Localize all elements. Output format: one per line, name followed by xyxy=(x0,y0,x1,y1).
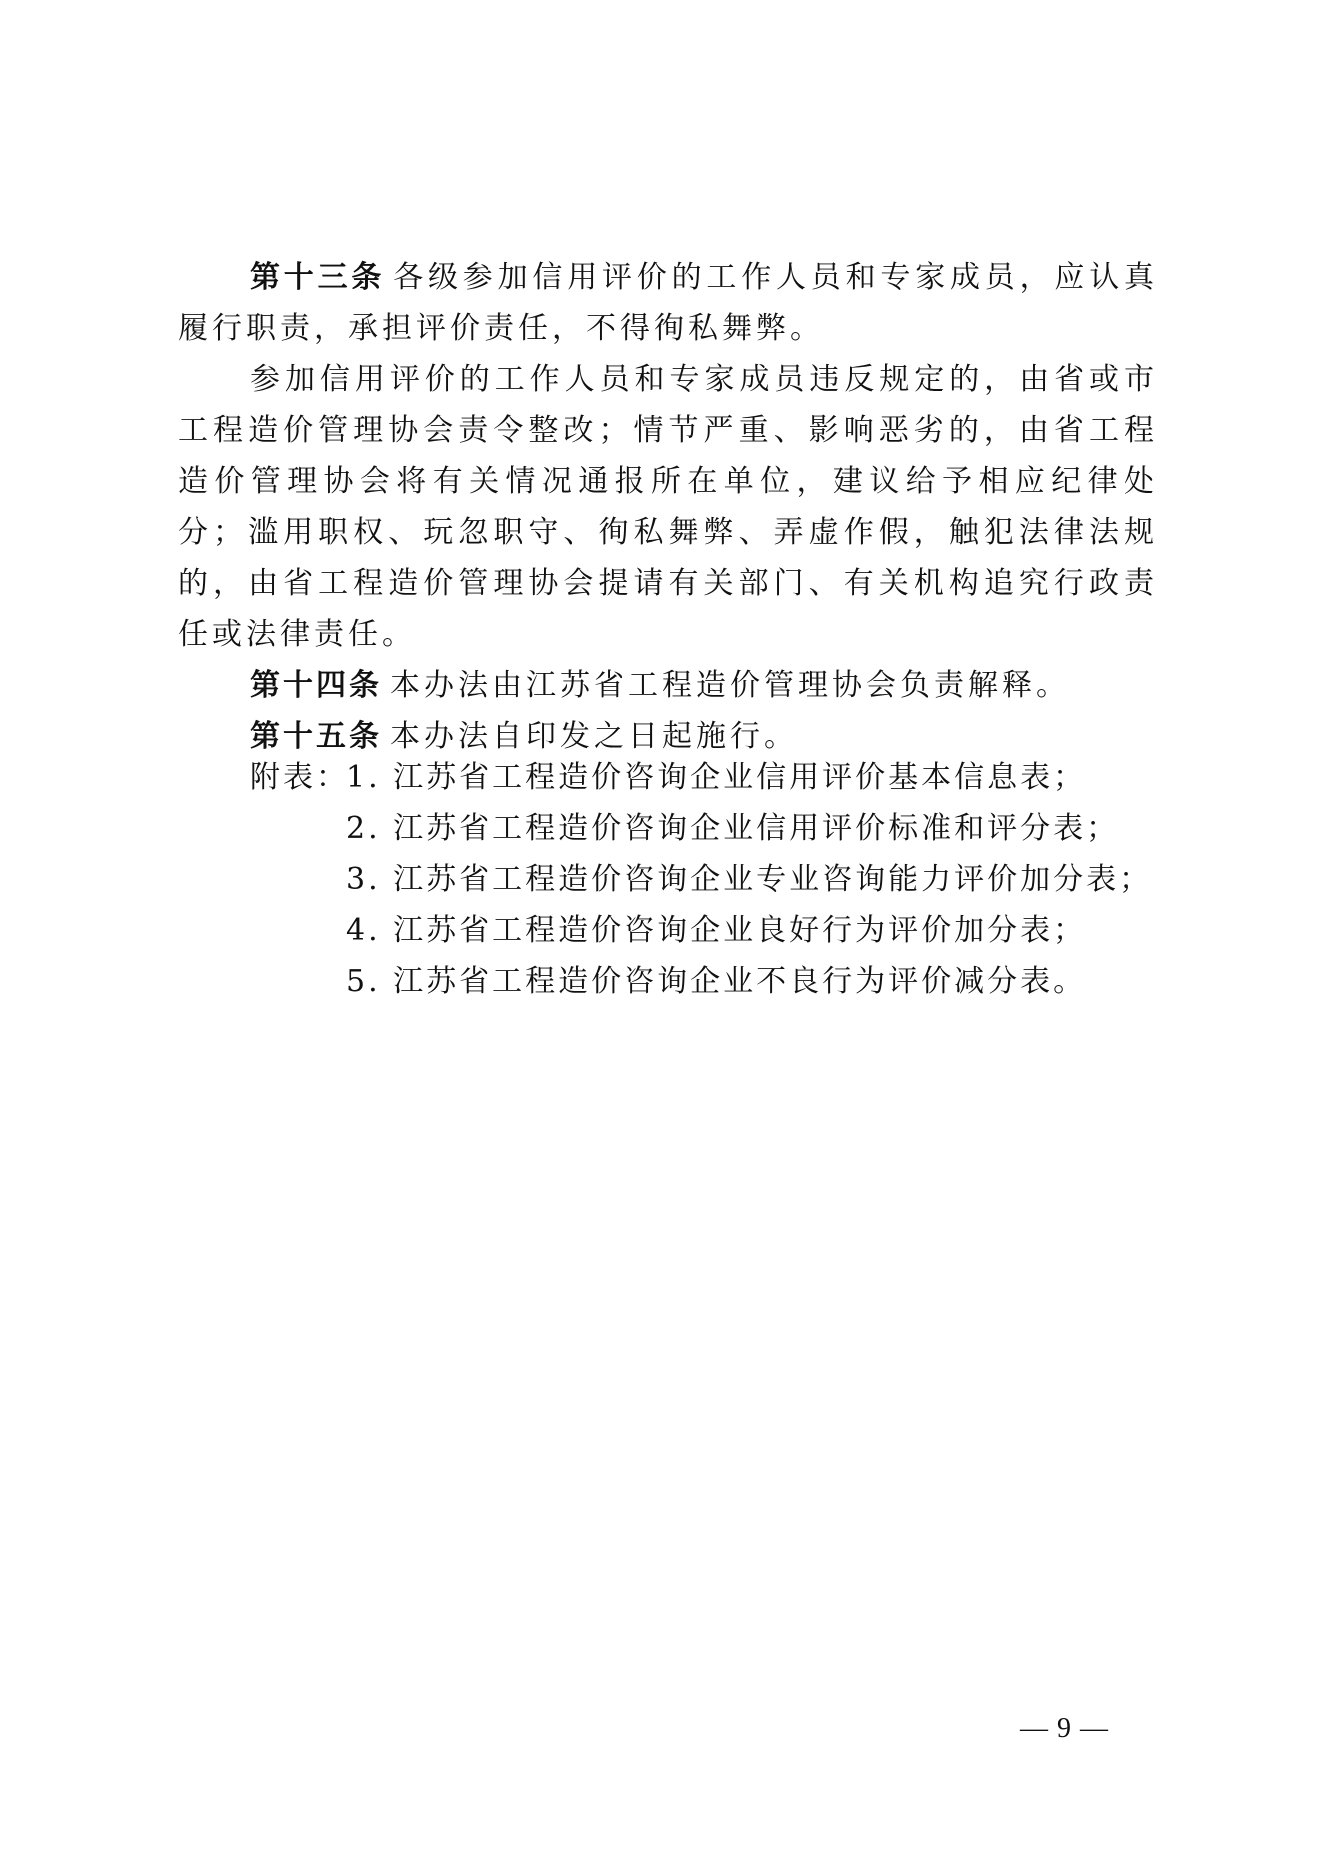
article-14-text: 本办法由江苏省工程造价管理协会负责解释。 xyxy=(390,668,1070,703)
article-13-paragraph-2 xyxy=(178,354,1158,660)
attachment-item-text: 5. 江苏省工程造价咨询企业不良行为评价减分表。 xyxy=(346,964,1087,999)
article-13 xyxy=(178,252,1158,354)
attachment-item xyxy=(250,752,1170,803)
attachment-list xyxy=(250,752,1170,1007)
attachment-item-text: 1. 江苏省工程造价咨询企业信用评价基本信息表； xyxy=(346,760,1087,795)
article-14 xyxy=(178,660,1158,711)
article-14-label: 第十四条 xyxy=(250,668,382,703)
attachment-item xyxy=(250,803,1170,854)
attachment-item-text: 2. 江苏省工程造价咨询企业信用评价标准和评分表； xyxy=(346,811,1120,846)
attachment-item-text: 3. 江苏省工程造价咨询企业专业咨询能力评价加分表； xyxy=(346,862,1153,897)
attachment-item xyxy=(250,854,1170,905)
attachment-label: 附表： xyxy=(250,760,349,795)
article-13-label: 第十三条 xyxy=(250,260,386,295)
article-15-label: 第十五条 xyxy=(250,719,382,754)
document-body xyxy=(178,252,1158,762)
article-15-text: 本办法自印发之日起施行。 xyxy=(390,719,798,754)
article-13-text: 各级参加信用评价的工作人员和专家成员，应认真履行职责，承担评价责任，不得徇私舞弊。 xyxy=(178,260,1159,346)
attachment-item xyxy=(250,956,1170,1007)
attachment-item xyxy=(250,905,1170,956)
attachment-item-text: 4. 江苏省工程造价咨询企业良好行为评价加分表； xyxy=(346,913,1087,948)
page-number: — 9 — xyxy=(1020,1713,1109,1744)
article-13-paragraph-2-text: 参加信用评价的工作人员和专家成员违反规定的，由省或市工程造价管理协会责令整改；情节严重、影响恶劣的，由省工程造价管理协会将有关情况通报所在单位，建议给予相应纪律处分；滥用职权、玩忽职守、徇私舞弊、弄虚作假，触犯法律法规的，由省工程造价管理协会提请有关部门、有关机构追究行政责任或法律责任。 xyxy=(178,362,1158,652)
